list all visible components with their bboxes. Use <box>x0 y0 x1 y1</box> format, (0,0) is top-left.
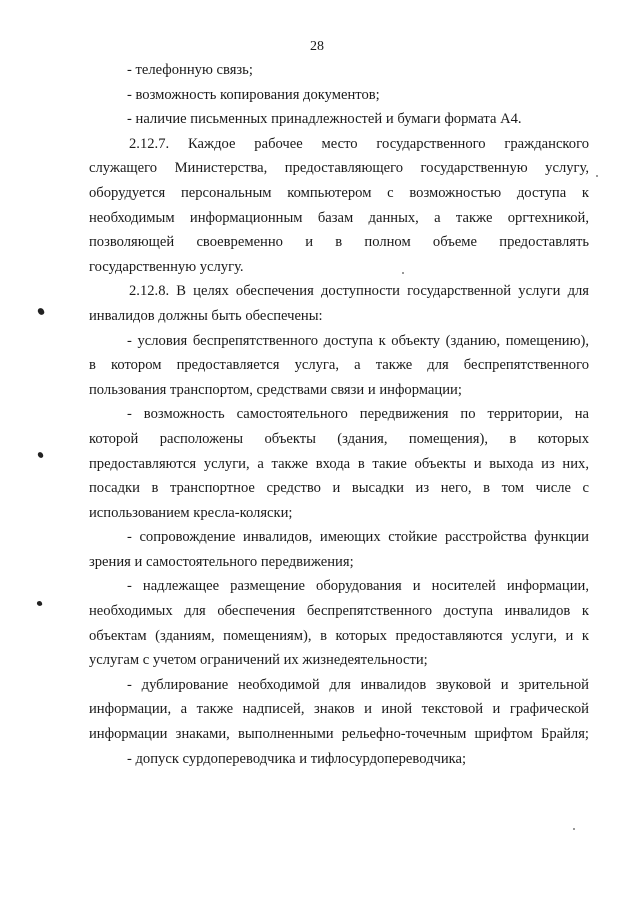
text-line: информации, а также надписей, знаков и иной текстовой и графической <box>89 701 589 718</box>
text-line: позволяющей своевременно и в полном объеме предоставлять <box>89 234 589 251</box>
text-line: необходимым информационным базам данных, а также оргтехникой, <box>89 209 589 226</box>
text-line: зрения и самостоятельного передвижения; <box>89 553 354 570</box>
text-line: - возможность самостоятельного передвижения по территории, на <box>127 406 589 423</box>
text-line: необходимых для обеспечения беспрепятственного доступа инвалидов к <box>89 603 589 620</box>
text-line: использованием кресла-коляски; <box>89 504 293 521</box>
text-line: - возможность копирования документов; <box>127 86 380 103</box>
text-line: предоставляются услуги, а также входа в такие объекты и выхода из них, <box>89 455 589 472</box>
text-line: оборудуется персональным компьютером с возможностью доступа к <box>89 184 589 201</box>
text-line: информации знаками, выполненными рельефно-точечным шрифтом Брайля; <box>89 726 589 743</box>
text-line: государственную услугу. <box>89 258 244 275</box>
scan-punch-mark <box>37 451 44 458</box>
text-line: пользования транспортом, средствами связи и информации; <box>89 381 462 398</box>
scan-punch-mark <box>37 307 45 316</box>
scan-speck <box>573 828 575 830</box>
text-line: - дублирование необходимой для инвалидов звуковой и зрительной <box>127 676 589 693</box>
text-line: - условия беспрепятственного доступа к объекту (зданию, помещению), <box>127 332 589 349</box>
text-line: 2.12.8. В целях обеспечения доступности государственной услуги для <box>129 283 589 300</box>
text-line: в котором предоставляется услуга, а также для беспрепятственного <box>89 357 589 374</box>
scan-punch-mark <box>36 600 42 606</box>
document-body <box>89 58 589 771</box>
scan-speck <box>596 175 598 177</box>
text-line: услугам с учетом ограничений их жизнедеятельности; <box>89 652 428 669</box>
scan-speck <box>402 272 404 274</box>
text-line: - телефонную связь; <box>127 62 253 78</box>
text-line: - наличие письменных принадлежностей и бумаги формата А4. <box>127 111 522 128</box>
text-line: 2.12.7. Каждое рабочее место государственного гражданского <box>129 135 589 152</box>
text-line: которой расположены объекты (здания, помещения), в которых <box>89 430 589 447</box>
text-line: - допуск сурдопереводчика и тифлосурдопереводчика; <box>127 750 467 767</box>
text-line: служащего Министерства, предоставляющего государственную услугу, <box>89 160 589 177</box>
text-line: посадки в транспортное средство и высадки из него, в том числе с <box>89 480 589 497</box>
text-line: - сопровождение инвалидов, имеющих стойкие расстройства функции <box>127 529 589 546</box>
text-line: объектам (зданиям, помещениям), в которых предоставляются услуги, и к <box>89 627 589 644</box>
text-line: - надлежащее размещение оборудования и носителей информации, <box>127 578 589 595</box>
text-line: инвалидов должны быть обеспечены: <box>89 307 323 324</box>
page-number: 28 <box>310 39 324 54</box>
